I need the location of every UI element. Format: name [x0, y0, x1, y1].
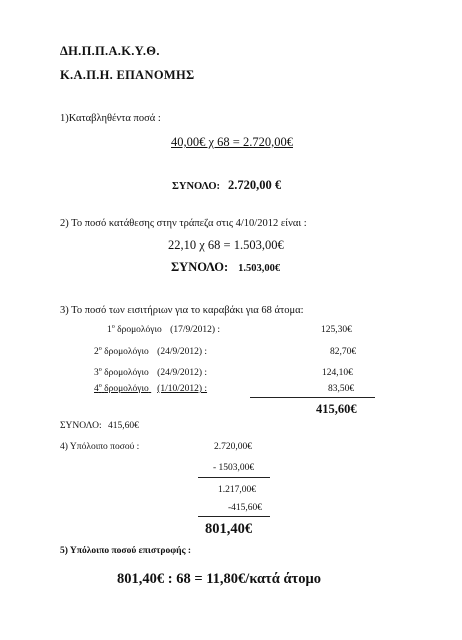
- trip-amount-4: 83,50€: [328, 384, 355, 394]
- trips-sum: 415,60€: [316, 402, 357, 416]
- section1-formula: 40,00€ χ 68 = 2.720,00€: [171, 135, 293, 149]
- section5-formula: 801,40€ : 68 = 11,80€/κατά άτομο: [117, 571, 321, 587]
- trip-amount-3: 124,10€: [322, 368, 353, 378]
- section1-title: 1)Καταβληθέντα ποσά :: [60, 113, 161, 124]
- trip-sum-rule: [250, 397, 375, 398]
- section3-total: ΣΥΝΟΛΟ: 415,60€: [60, 421, 139, 431]
- balance-rule-1: [198, 477, 270, 478]
- org-name: ΔΗ.Π.Π.Α.Κ.Υ.Θ.: [60, 44, 160, 58]
- section1-total-value: 2.720,00 €: [228, 178, 282, 192]
- section3-title: 3) Το ποσό των εισιτήριων για το καραβάκι για 68 άτομα:: [60, 305, 304, 316]
- balance-line-1: 2.720,00€: [214, 442, 252, 452]
- section1-total: [172, 176, 281, 194]
- section2-total-value: 1.503,00€: [238, 263, 281, 274]
- section4-title: 4) Υπόλοιπο ποσού :: [60, 442, 140, 452]
- section2-total: [171, 258, 280, 276]
- trip-row-1: $1^o$ δρομολόγιο (17/9/2012) :: [107, 323, 221, 335]
- trip-row-2: $2^o$ δρομολόγιο (24/9/2012) :: [94, 345, 208, 357]
- trip-row-4: $4^o$ δρομολόγιο (1/10/2012) :: [94, 382, 208, 394]
- section2-total-label: ΣΥΝΟΛΟ:: [171, 260, 229, 274]
- section1-total-label: ΣΥΝΟΛΟ:: [172, 181, 221, 192]
- balance-line-2: - 1503,00€: [213, 463, 255, 473]
- trip-row-3: $3^o$ δρομολόγιο (24/9/2012) :: [94, 366, 208, 378]
- trip-amount-2: 82,70€: [330, 347, 357, 357]
- org-branch: Κ.Α.Π.Η. ΕΠΑΝΟΜΗΣ: [60, 68, 195, 82]
- balance-rule-2: [198, 516, 270, 517]
- section2-title: 2) Το ποσό κατάθεσης στην τράπεζα στις 4/10/2012 είναι :: [60, 218, 307, 229]
- section2-formula: 22,10 χ 68 = 1.503,00€: [168, 238, 284, 252]
- balance-result: 801,40€: [205, 521, 253, 537]
- balance-line-3: 1.217,00€: [218, 485, 256, 495]
- section5-title: 5) Υπόλοιπο ποσού επιστροφής :: [60, 546, 192, 556]
- trip-amount-1: 125,30€: [321, 325, 352, 335]
- balance-line-4: -415,60€: [228, 503, 263, 513]
